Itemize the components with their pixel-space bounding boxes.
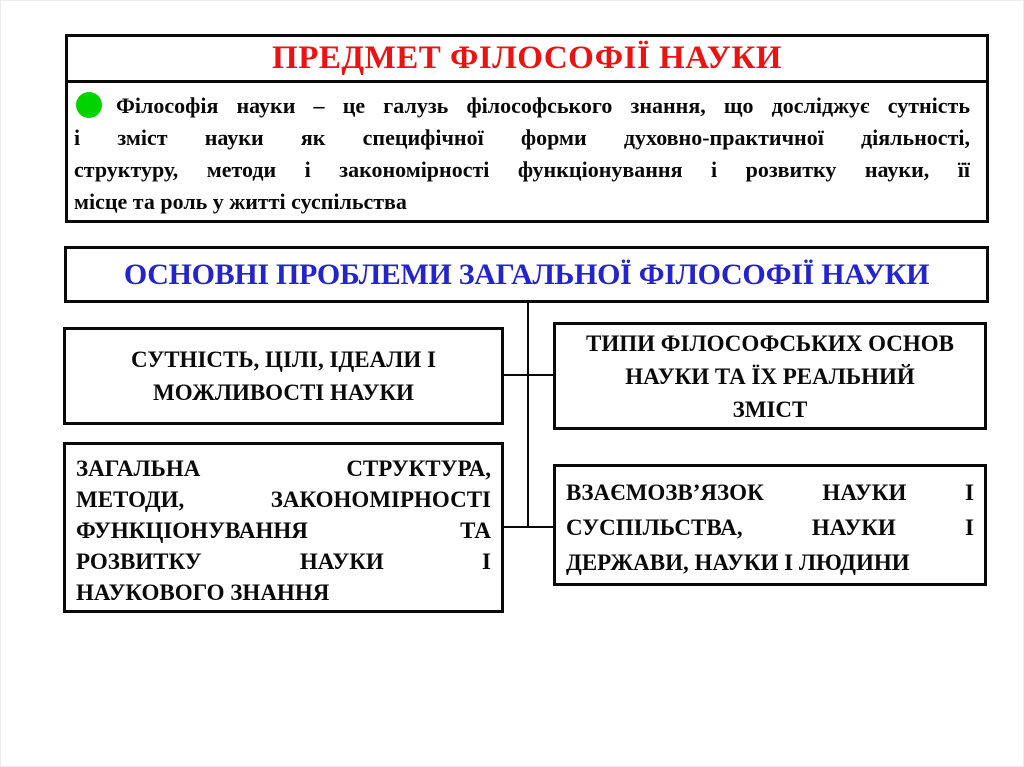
text-line: структуру, методи і закономірності функціонування і розвитку науки, її	[74, 157, 970, 182]
text-line: СУТНІСТЬ, ЦІЛІ, ІДЕАЛИ І	[131, 347, 436, 372]
text-line: СУСПІЛЬСТВА, НАУКИ І	[566, 515, 974, 540]
text-line: НАУКОВОГО ЗНАННЯ	[76, 580, 330, 605]
predmet-title-box	[65, 34, 989, 83]
text-line: місце та роль у житті суспільства	[74, 189, 407, 214]
box-types-foundations	[553, 322, 987, 430]
connector-vertical-line	[527, 303, 529, 528]
text-line: РОЗВИТКУ НАУКИ І	[76, 549, 491, 574]
text-line: МЕТОДИ, ЗАКОНОМІРНОСТІ	[76, 487, 491, 512]
box-essence-goals	[63, 327, 504, 425]
definition-text	[74, 90, 970, 218]
text-line: ЗАГАЛЬНА СТРУКТУРА,	[76, 456, 491, 481]
green-dot-icon	[76, 92, 102, 118]
text-line: Філософія науки – це галузь філософського знання, що досліджує сутність	[116, 93, 970, 118]
box-interrelation	[553, 464, 987, 586]
box-general-structure	[63, 442, 504, 613]
text-line: і зміст науки як специфічної форми духовно-практичної діяльності,	[74, 125, 970, 150]
text-line: ВЗАЄМОЗВ’ЯЗОК НАУКИ І	[566, 480, 974, 505]
definition-box	[65, 80, 989, 223]
text-line: МОЖЛИВОСТІ НАУКИ	[153, 380, 414, 405]
text-line: ЗМІСТ	[732, 396, 808, 422]
problems-title: ОСНОВНІ ПРОБЛЕМИ ЗАГАЛЬНОЇ ФІЛОСОФІЇ НАУКИ	[123, 257, 930, 291]
problems-title-box	[64, 246, 989, 303]
connector-horizontal-bottom	[504, 526, 553, 528]
text-line: ФУНКЦІОНУВАННЯ ТА	[76, 518, 491, 543]
connector-horizontal-top	[503, 374, 554, 376]
text-line: НАУКИ ТА ЇХ РЕАЛЬНИЙ	[625, 363, 915, 389]
text-line: ДЕРЖАВИ, НАУКИ І ЛЮДИНИ	[566, 550, 910, 575]
predmet-title: ПРЕДМЕТ ФІЛОСОФІЇ НАУКИ	[272, 40, 782, 76]
text-line: ТИПИ ФІЛОСОФСЬКИХ ОСНОВ	[586, 330, 954, 356]
